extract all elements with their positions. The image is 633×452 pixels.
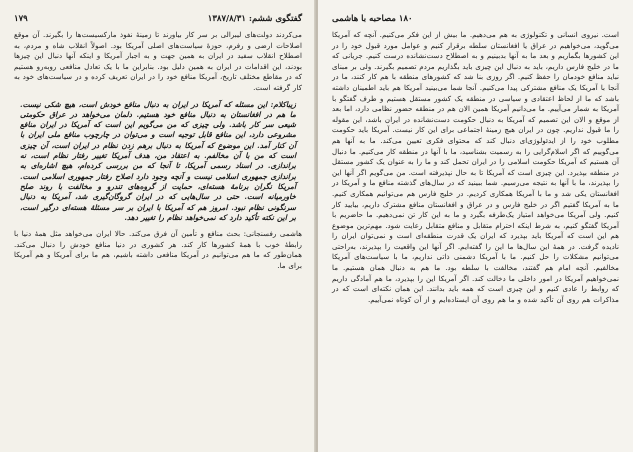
page-header <box>332 14 619 26</box>
page-header <box>14 14 302 26</box>
page-body <box>332 30 619 305</box>
page-body <box>14 30 302 272</box>
quoted-passage: زیباکلام: این مسئله که آمریکا در ایران به دنبال منافع خودش است، هیچ شکی نیست. ما هم در افغانستان به دنبال منافع خود هستیم. دلمان می‌خواهد در عراق حکومتی شیعی سر کار باشد. ولی چیزی که من می‌گویم این است که آمریکا در ایران منافع مشروعی دارد، این منافع قابل توجیه است و می‌توان در چارچوب منافع ملی ایران با آن کنار آمد. این موضوع که آمریکا به دنبال برهم زدن نظام در ایران است، آن چیزی است که من با آن مخالفم. به اعتقاد من، هدف آمریکا تغییر رفتار نظام است، نه براندازی. در اسناد رسمی آمریکا، تا آنجا که من بررسی کرده‌ام، هیچ اشاره‌ای به براندازی جمهوری اسلامی نیست و آنچه وجود دارد اصلاح رفتار جمهوری اسلامی است. آمریکا نگران برنامهٔ هسته‌ای، حمایت از گروه‌های تندرو و مخالفت با روند صلح خاورمیانه است. حتی در سال‌هایی که در ایران گروگان‌گیری شد، آمریکا به دنبال سرنگونی نظام نبود. امروز هم که آمریکا با ایران بر سر مسئلهٔ هسته‌ای درگیر است، بر این نکته تأکید دارد که نمی‌خواهد نظام را تغییر دهد. <box>20 99 296 222</box>
paragraph: است. نیروی انسانی و تکنولوژی به هم می‌دهیم. ما بیش از این فکر می‌کنیم. آنچه که آمریکا می‌گوید، می‌خواهیم در عراق یا افغانستان سلطه برقرار کنیم و عوامل مورد قبول خود را در این کشورها بگماریم و بعد ما به آنها بدبینیم و به اصطلاح دست‌نشانده درست کنیم. جریانی که ما در خلیج فارس داریم، باید به دنبال این چیزی باید بگذاریم مردم تصمیم بگیرند. ولی بر مبنای نباید منافع خودمان را حفظ کنیم. اگر روزی بنا شد که کشورهای منطقه با هم کار کنند، ما در آنجا با آمریکا یک منافع مشترکی پیدا می‌کنیم. آنجا شما می‌بینید آمریکا هم باید اطمینان داشته باشد که ما از لحاظ اعتقادی و سیاسی در منطقه یک کشور مستقل هستیم و طرف گفتگو با آمریکا به شمار می‌آییم. ما می‌دانیم آمریکا همین الان هم در منطقه حضور نظامی دارد، اما بعد از موقع و الان این تصمیم که آمریکا به دنبال حکومت دست‌نشانده در ایران باشد، این مقوله را ما قبول نداریم. چون در ایران هیچ زمینهٔ اجتماعی برای این کار نیست. آمریکا باید حکومت مطلوب خود را از ایدئولوژی‌ای دنبال کند که محتوای فکری تعیین می‌کند. ما به آنها هم می‌گوییم که اگر اسلام‌گرایی را به رسمیت بشناسید، ما با آنها در منطقه کار می‌کنیم. ما دنبال آن هستیم که آمریکا حکومت اسلامی را در ایران تحمل کند و ما را به عنوان یک کشور مستقل در منطقه بپذیرد. این چیزی است که آمریکا تا به حال نپذیرفته است. من می‌گویم اگر آنها این را بپذیرند، ما با آنها به نتیجه می‌رسیم. شما ببینید که در سال‌های گذشته منافع ما و آمریکا در افغانستان یکی شد و ما با آمریکا همکاری کردیم. در خلیج فارس هم می‌توانیم همکاری کنیم. ما به آمریکا گفتیم اگر در خلیج فارس و در عراق و افغانستان منافع مشترک داریم، بیایید کار کنیم. ولی آمریکا می‌خواهد امتیاز یک‌طرفه بگیرد و ما به این کار تن نمی‌دهیم. ما حاضریم با آمریکا گفتگو کنیم، به شرط اینکه احترام متقابل و منافع متقابل رعایت شود. مهم‌ترین موضوع هم این است که آمریکا باید بپذیرد که ایران یک قدرت منطقه‌ای است و نمی‌توان ایران را نادیده گرفت. در همهٔ این سال‌ها ما این را گفته‌ایم. اگر آنها این واقعیت را بپذیرند، به‌راحتی می‌توانیم مشکلات را حل کنیم. ما با آمریکا دشمنی ذاتی نداریم، ما با سیاست‌های آمریکا مخالفیم. آنچه امام هم گفتند، مخالفت با سلطه بود. ما هم به دنبال همان هستیم. ما نمی‌خواهیم آمریکا در امور داخلی ما دخالت کند. اگر آمریکا این را بپذیرد، ما هم آمادگی داریم که روابط را عادی کنیم و این چیزی است که همه باید بدانند. این همان نکته‌ای است که در مذاکرات هم روی آن تأکید شده و ما هم روی آن ایستاده‌ایم و از آن کوتاه نمی‌آییم. <box>332 30 619 304</box>
page-number: ۱۷۹ <box>14 14 28 24</box>
right-page <box>318 0 633 452</box>
left-page <box>0 0 316 452</box>
paragraph: هاشمی رفسنجانی: بحث منافع و تأمین آن فرق می‌کند. حالا ایران می‌خواهد مثل همهٔ دنیا با رابطهٔ خوب با همهٔ کشورها کار کند. هر کشوری در دنیا منافع خودش را دنبال می‌کند. همان‌طور که ما هم می‌توانیم در آمریکا منافعی داشته باشیم، هم ما برای آمریکا و هم آمریکا برای ما. <box>14 229 302 270</box>
paragraph: می‌کردند دولت‌های لیبرالی بر سر کار بیاورند تا زمینهٔ نفوذ مارکسیست‌ها را بگیرند. آن موقع اصلاحات ارضی و رفرم، حوزهٔ سیاست‌های اصلی آمریکا بود. اصولاً انقلاب شاه و مردم، به اصطلاح انقلاب سفید در ایران به همین جهت و به اجبار آمریکا و اینکه آنها دنبال این چیزها بودند، این اقدامات در ایران به همین دلیل بود. بنابراین ما با یک تعادل منافعی روبه‌رو هستیم که در مقاطع مختلف تاریخ، آمریکا منافع خود را در ایران تعریف کرده و در سیاست‌های خود به کار گرفته است. <box>14 30 302 92</box>
header-title: ۱۸۰ مصاحبه با هاشمی <box>332 14 413 24</box>
header-title: گفتگوی ششم: ۱۳۸۷/۸/۳۱ <box>207 14 302 24</box>
